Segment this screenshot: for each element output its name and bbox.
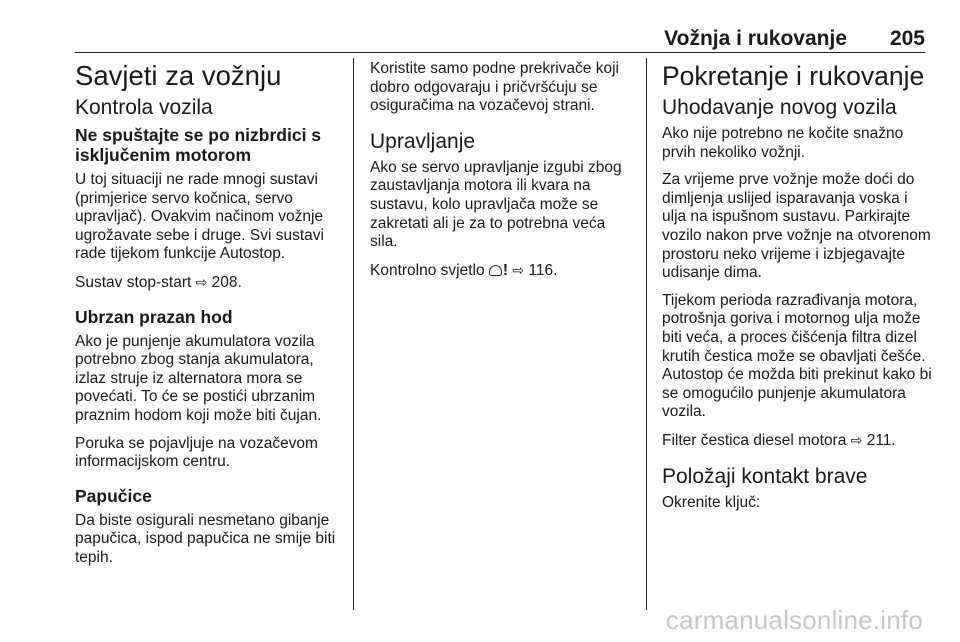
heading-steering: Upravljanje <box>370 129 476 153</box>
page-header <box>75 27 925 49</box>
steering-warning-icon <box>489 265 502 276</box>
paragraph: Ako se servo upravljanje izgubi zbog zaustavljanja motora ili kvara na sustavu, kolo upravljača može se zakretati ali je za to potrebna veća sila. <box>370 158 622 251</box>
arrow-right-icon: ⇨ <box>195 273 208 290</box>
page-link-211[interactable]: 211 <box>866 431 892 449</box>
arrow-right-icon: ⇨ <box>512 261 525 278</box>
column-divider-2 <box>646 58 647 610</box>
paragraph-xref: Sustav stop-start ⇨ 208. <box>75 273 242 291</box>
paragraph: Tijekom perioda razrađivanja motora, potrošnja goriva i motornog ulja može biti veća, a proces čišćenja filtra dizel krutih čestica može se obavljati češće. Autostop će možda biti prekinut kako bi se omogućilo punjenje akumulatora vozila. <box>662 291 932 421</box>
section-title: Pokretanje i rukovanje <box>662 61 925 91</box>
watermark: carmanualsonline.info <box>665 605 923 635</box>
paragraph: Okrenite ključ: <box>662 493 761 511</box>
paragraph: Da biste osigurali nesmetano gibanje papučica, ispod papučica ne smije biti tepih. <box>75 511 336 566</box>
arrow-right-icon: ⇨ <box>850 431 863 448</box>
paragraph: Koristite samo podne prekrivače koji dobro odgovaraju i pričvršćuju se osiguračima na vozačevoj strani. <box>370 60 619 115</box>
subsection-title: Uhodavanje novog vozila <box>662 96 897 119</box>
column-2 <box>370 60 634 289</box>
running-title: Vožnja i rukovanje <box>664 27 847 50</box>
page-link-116[interactable]: 116 <box>528 261 554 279</box>
page-link-208[interactable]: 208 <box>211 273 238 291</box>
header-rule <box>75 52 925 53</box>
section-title: Savjeti za vožnju <box>75 60 282 91</box>
page-number: 205 <box>889 27 925 50</box>
paragraph: U toj situaciji ne rade mnogi sustavi (primjerice servo kočnica, servo upravljač). Ovakvim načinom vožnje ugrožavate sebe i druge. Svi sustavi rade tijekom funkcije Autostop. <box>75 171 324 263</box>
heading-idle: Ubrzan prazan hod <box>75 306 233 327</box>
column-divider-1 <box>353 58 354 610</box>
subsection-title: Kontrola vozila <box>75 96 213 119</box>
paragraph: Za vrijeme prve vožnje može doći do dimljenja uslijed isparavanja voska i ulja na ispušnom sustavu. Parkirajte vozilo nakon prve vožnje na otvorenom prostoru neko vrijeme i izbjegavajte udisanje dima. <box>662 171 931 282</box>
heading-pedals: Papučice <box>75 485 152 506</box>
column-3 <box>662 60 932 521</box>
heading-ignition: Položaji kontakt brave <box>662 464 868 488</box>
paragraph: Ako nije potrebno ne kočite snažno prvih nekoliko vožnji. <box>662 125 904 161</box>
heading-downhill: Ne spuštajte se po nizbrdici s isključenim motorom <box>75 125 322 165</box>
paragraph: Poruka se pojavljuje na vozačevom informacijskom centru. <box>75 434 318 471</box>
paragraph-xref: Filter čestica diesel motora ⇨ 211. <box>662 431 896 449</box>
paragraph: Ako je punjenje akumulatora vozila potrebno zbog stanja akumulatora, izlaz struje iz alternatora mora se povećati. To će se postići ubrzanim praznim hodom koji može biti čujan. <box>75 332 322 424</box>
column-1 <box>75 60 345 577</box>
paragraph-xref: Kontrolno svjetlo ! ⇨ 116. <box>370 261 558 279</box>
